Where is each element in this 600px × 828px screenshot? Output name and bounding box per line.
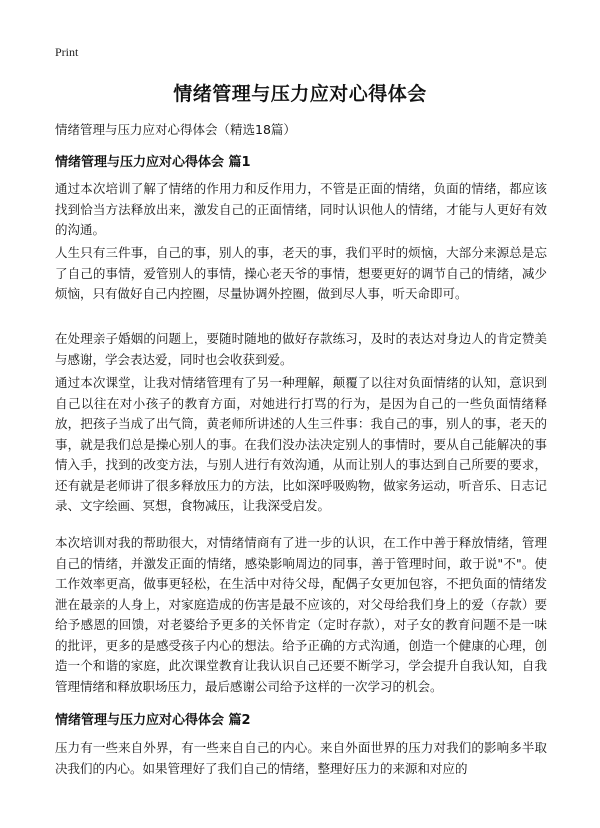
- paragraph: 压力有一些来自外界，有一些来自自己的内心。来自外面世界的压力对我们的影响多半取决我们的内心。如果管理好了我们自己的情绪，整理好压力的来源和对应的: [55, 740, 547, 776]
- page-title: 情绪管理与压力应对心得体会: [173, 83, 427, 105]
- paragraph: 通过本次培训了解了情绪的作用力和反作用力，不管是正面的情绪，负面的情绪，都应该找到恰当方法释放出来，激发自己的正面情绪，同时认识他人的情绪，才能与人更好有效的沟通。: [55, 181, 547, 237]
- paragraph: 在处理亲子婚姻的问题上，要随时随地的做好存款练习，及时的表达对身边人的肯定赞美与感谢，学会表达爱，同时也会收获到爱。: [55, 331, 547, 367]
- document-subtitle: 情绪管理与压力应对心得体会（精选18篇）: [55, 122, 296, 137]
- print-link[interactable]: Print: [55, 45, 79, 59]
- section-heading-2: 情绪管理与压力应对心得体会 篇2: [55, 713, 251, 728]
- paragraph: 本次培训对我的帮助很大，对情绪情商有了进一步的认识，在工作中善于释放情绪，管理自己的情绪，并激发正面的情绪，感染影响周边的同事，善于管理时间，敢于说"不"。使工作效率更高，做事更轻松，在生活中对待父母，配偶子女更加包容，不把负面的情绪发泄在最亲的人身上，对家庭造成的伤害是最不应该的，对父母给我们身上的爱（存款）要给予感恩的回馈，对老婆给予更多的关怀肯定（定时存款），对子女的教育问题不是一味的批评，更多的是感受孩子内心的想法。给予正确的方式沟通，创造一个健康的心理，创造一个和谐的家庭，此次课堂教育让我认识自己还要不断学习，学会提升自我认知，自我管理情绪和释放职场压力，最后感谢公司给予这样的一次学习的机会。: [55, 535, 547, 694]
- paragraph: 通过本次课堂，让我对情绪管理有了另一种理解，颠覆了以往对负面情绪的认知，意识到自己以往在对小孩子的教育方面，对她进行打骂的行为，是因为自己的一些负面情绪释放，把孩子当成了出气筒，黄老师所讲述的人生三件事：我自己的事，别人的事，老天的事，就是我们总是操心别人的事。在我们没办法决定别人的事情时，要从自己能解决的事情入手，找到的改变方法，与别人进行有效沟通，从而让别人的事达到自己所要的要求，还有就是老师讲了很多释放压力的方法，比如深呼吸购物，做家务运动，听音乐、日志记录、文字绘画、冥想，食物减压，让我深受启发。: [55, 375, 547, 513]
- section-heading-1: 情绪管理与压力应对心得体会 篇1: [55, 155, 251, 170]
- paragraph: 人生只有三件事，自己的事，别人的事，老天的事，我们平时的烦恼，大部分来源总是忘了自己的事情，爱管别人的事情，操心老天爷的事情，想要更好的调节自己的情绪，减少烦恼，只有做好自己内控圈，尽量协调外控圈，做到尽人事，听天命即可。: [55, 245, 547, 301]
